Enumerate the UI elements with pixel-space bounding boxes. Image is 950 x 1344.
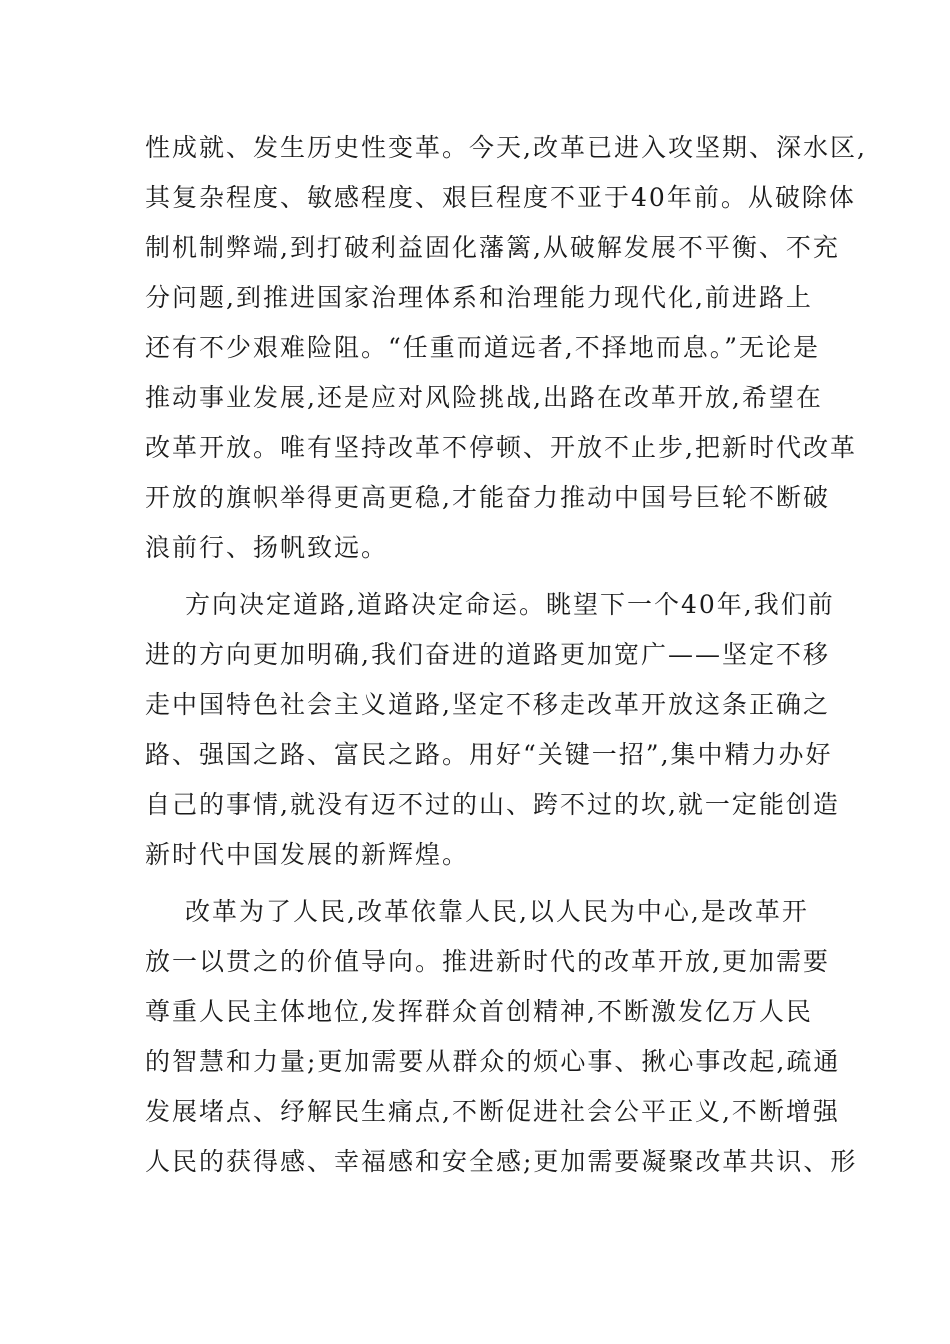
text-line: 制机制弊端,到打破利益固化藩篱,从破解发展不平衡、不充 xyxy=(145,233,840,262)
text-line: 自己的事情,就没有迈不过的山、跨不过的坎,就一定能创造 xyxy=(145,790,840,819)
text-line: 改革为了人民,改革依靠人民,以人民为中心,是改革开 xyxy=(185,897,809,926)
text-line: 新时代中国发展的新辉煌。 xyxy=(145,840,470,869)
text-line: 浪前行、扬帆致远。 xyxy=(145,533,389,562)
text-line: 人民的获得感、幸福感和安全感;更加需要凝聚改革共识、形 xyxy=(145,1147,858,1176)
text-line: 放一以贯之的价值导向。推进新时代的改革开放,更加需要 xyxy=(145,947,830,976)
text-line: 的智慧和力量;更加需要从群众的烦心事、揪心事改起,疏通 xyxy=(145,1047,841,1076)
paragraph-3 xyxy=(145,887,858,1187)
text-line: 开放的旗帜举得更高更稳,才能奋力推动中国号巨轮不断破 xyxy=(145,483,830,512)
text-line: 分问题,到推进国家治理体系和治理能力现代化,前进路上 xyxy=(145,283,813,312)
text-line: 推动事业发展,还是应对风险挑战,出路在改革开放,希望在 xyxy=(145,383,823,412)
text-line: 还有不少艰难险阻。“任重而道远者,不择地而息。”无论是 xyxy=(145,333,821,362)
text-line: 尊重人民主体地位,发挥群众首创精神,不断激发亿万人民 xyxy=(145,997,813,1026)
text-line: 性成就、发生历史性变革。今天,改革已进入攻坚期、深水区, xyxy=(145,133,867,162)
paragraph-1 xyxy=(145,123,867,573)
paragraph-2 xyxy=(145,580,840,880)
text-line: 走中国特色社会主义道路,坚定不移走改革开放这条正确之 xyxy=(145,690,830,719)
text-line: 进的方向更加明确,我们奋进的道路更加宽广——坚定不移 xyxy=(145,640,830,669)
text-line: 路、强国之路、富民之路。用好“关键一招”,集中精力办好 xyxy=(145,740,833,769)
text-line: 改革开放。唯有坚持改革不停顿、开放不止步,把新时代改革 xyxy=(145,433,857,462)
text-line: 方向决定道路,道路决定命运。眺望下一个40年,我们前 xyxy=(185,590,835,619)
text-line: 其复杂程度、敏感程度、艰巨程度不亚于40年前。从破除体 xyxy=(145,183,856,212)
text-line: 发展堵点、纾解民生痛点,不断促进社会公平正义,不断增强 xyxy=(145,1097,840,1126)
